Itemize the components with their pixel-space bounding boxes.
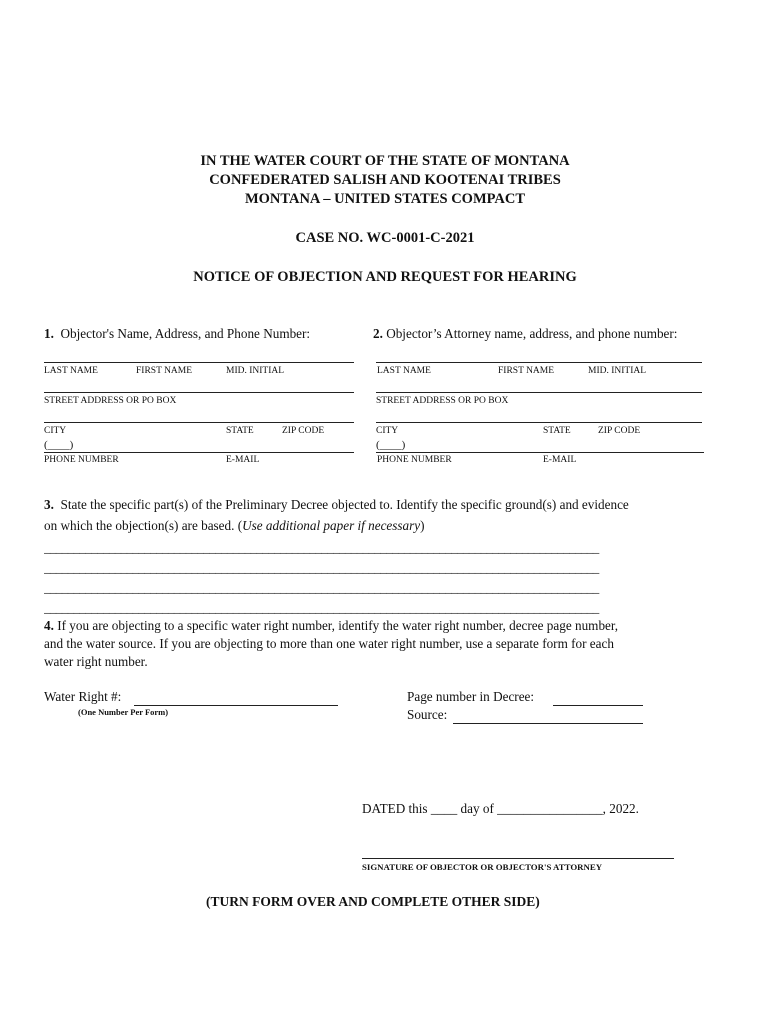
s1-street-line[interactable] [44,392,354,393]
s1-city-label: CITY [44,426,67,436]
tribes-heading: CONFEDERATED SALISH AND KOOTENAI TRIBES [209,172,561,188]
s1-mid-initial-label: MID. INITIAL [226,366,285,376]
s1-last-name-label: LAST NAME [44,366,98,376]
water-right-input-line[interactable] [134,705,338,706]
s1-phone-line[interactable] [44,452,354,453]
section3-text-b [44,518,734,534]
source-input-line[interactable] [453,723,643,724]
signature-label: SIGNATURE OF OBJECTOR OR OBJECTOR'S ATTORNEY [362,862,603,872]
objection-line-4[interactable]: ______________________________________________________________________________________________ [44,600,599,615]
objection-line-2[interactable]: ______________________________________________________________________________________________ [44,560,599,575]
dated-line: DATED this ____ day of ________________, 2022. [362,801,639,816]
s1-zip-label: ZIP CODE [282,426,325,436]
s2-phone-line[interactable] [376,452,704,453]
page-number-input-line[interactable] [553,705,643,706]
objection-line-1[interactable]: ______________________________________________________________________________________________ [44,540,599,555]
section2-heading [373,326,677,342]
s2-city-line[interactable] [376,422,702,423]
objection-line-3[interactable]: ______________________________________________________________________________________________ [44,580,599,595]
one-per-form-note: (One Number Per Form) [78,707,169,717]
section3-line2-end: ) [420,518,425,533]
section1-heading [44,326,310,342]
s2-state-label: STATE [543,426,571,436]
s1-city-line[interactable] [44,422,354,423]
source-label: Source: [407,707,448,722]
section1-heading-text: Objector's Name, Address, and Phone Number: [60,326,311,341]
s1-area-code: (____) [44,439,74,451]
turn-over-note: (TURN FORM OVER AND COMPLETE OTHER SIDE) [206,894,540,909]
s2-street-label: STREET ADDRESS OR PO BOX [376,396,509,406]
s2-city-label: CITY [376,426,399,436]
s2-mid-initial-label: MID. INITIAL [588,366,647,376]
section4-number: 4. [44,618,54,633]
s2-area-code: (____) [376,439,406,451]
compact-heading: MONTANA – UNITED STATES COMPACT [244,191,526,207]
s1-state-label: STATE [226,426,254,436]
s1-name-line[interactable] [44,362,354,363]
section3-number: 3. [44,497,54,512]
s1-email-label: E-MAIL [226,455,260,465]
court-heading: IN THE WATER COURT OF THE STATE OF MONTANA [200,153,570,169]
section3-line2: on which the objection(s) are based. ( [44,518,243,533]
s2-phone-label: PHONE NUMBER [377,455,452,465]
case-number: CASE NO. WC-0001-C-2021 [295,230,475,246]
section4-line1-wrap [44,618,744,634]
section1-number: 1. [44,326,54,341]
form-title: NOTICE OF OBJECTION AND REQUEST FOR HEARING [193,269,577,285]
water-right-label: Water Right #: [44,689,122,704]
s1-phone-label: PHONE NUMBER [44,455,119,465]
s2-first-name-label: FIRST NAME [498,366,555,376]
section4-line2: and the water source. If you are objecting to more than one water right number, use a separate form for each [44,636,614,651]
section2-heading-text: Objector’s Attorney name, address, and phone number: [386,326,678,341]
s1-street-label: STREET ADDRESS OR PO BOX [44,396,177,406]
section3-line1: State the specific part(s) of the Preliminary Decree objected to. Identify the specific ground(s) and evidence [60,497,629,512]
s2-street-line[interactable] [376,392,702,393]
s2-name-line[interactable] [376,362,702,363]
signature-line[interactable] [362,858,674,859]
section3-italic: Use additional paper if necessary [242,518,421,533]
section4-line3: water right number. [44,654,148,669]
s1-first-name-label: FIRST NAME [136,366,193,376]
section2-number: 2. [373,326,383,341]
s2-zip-label: ZIP CODE [598,426,641,436]
page-number-label: Page number in Decree: [407,689,535,704]
section4-line1: If you are objecting to a specific water right number, identify the water right number, decree page number, [57,618,619,633]
section3-text-a [44,497,734,513]
s2-last-name-label: LAST NAME [377,366,431,376]
s2-email-label: E-MAIL [543,455,577,465]
